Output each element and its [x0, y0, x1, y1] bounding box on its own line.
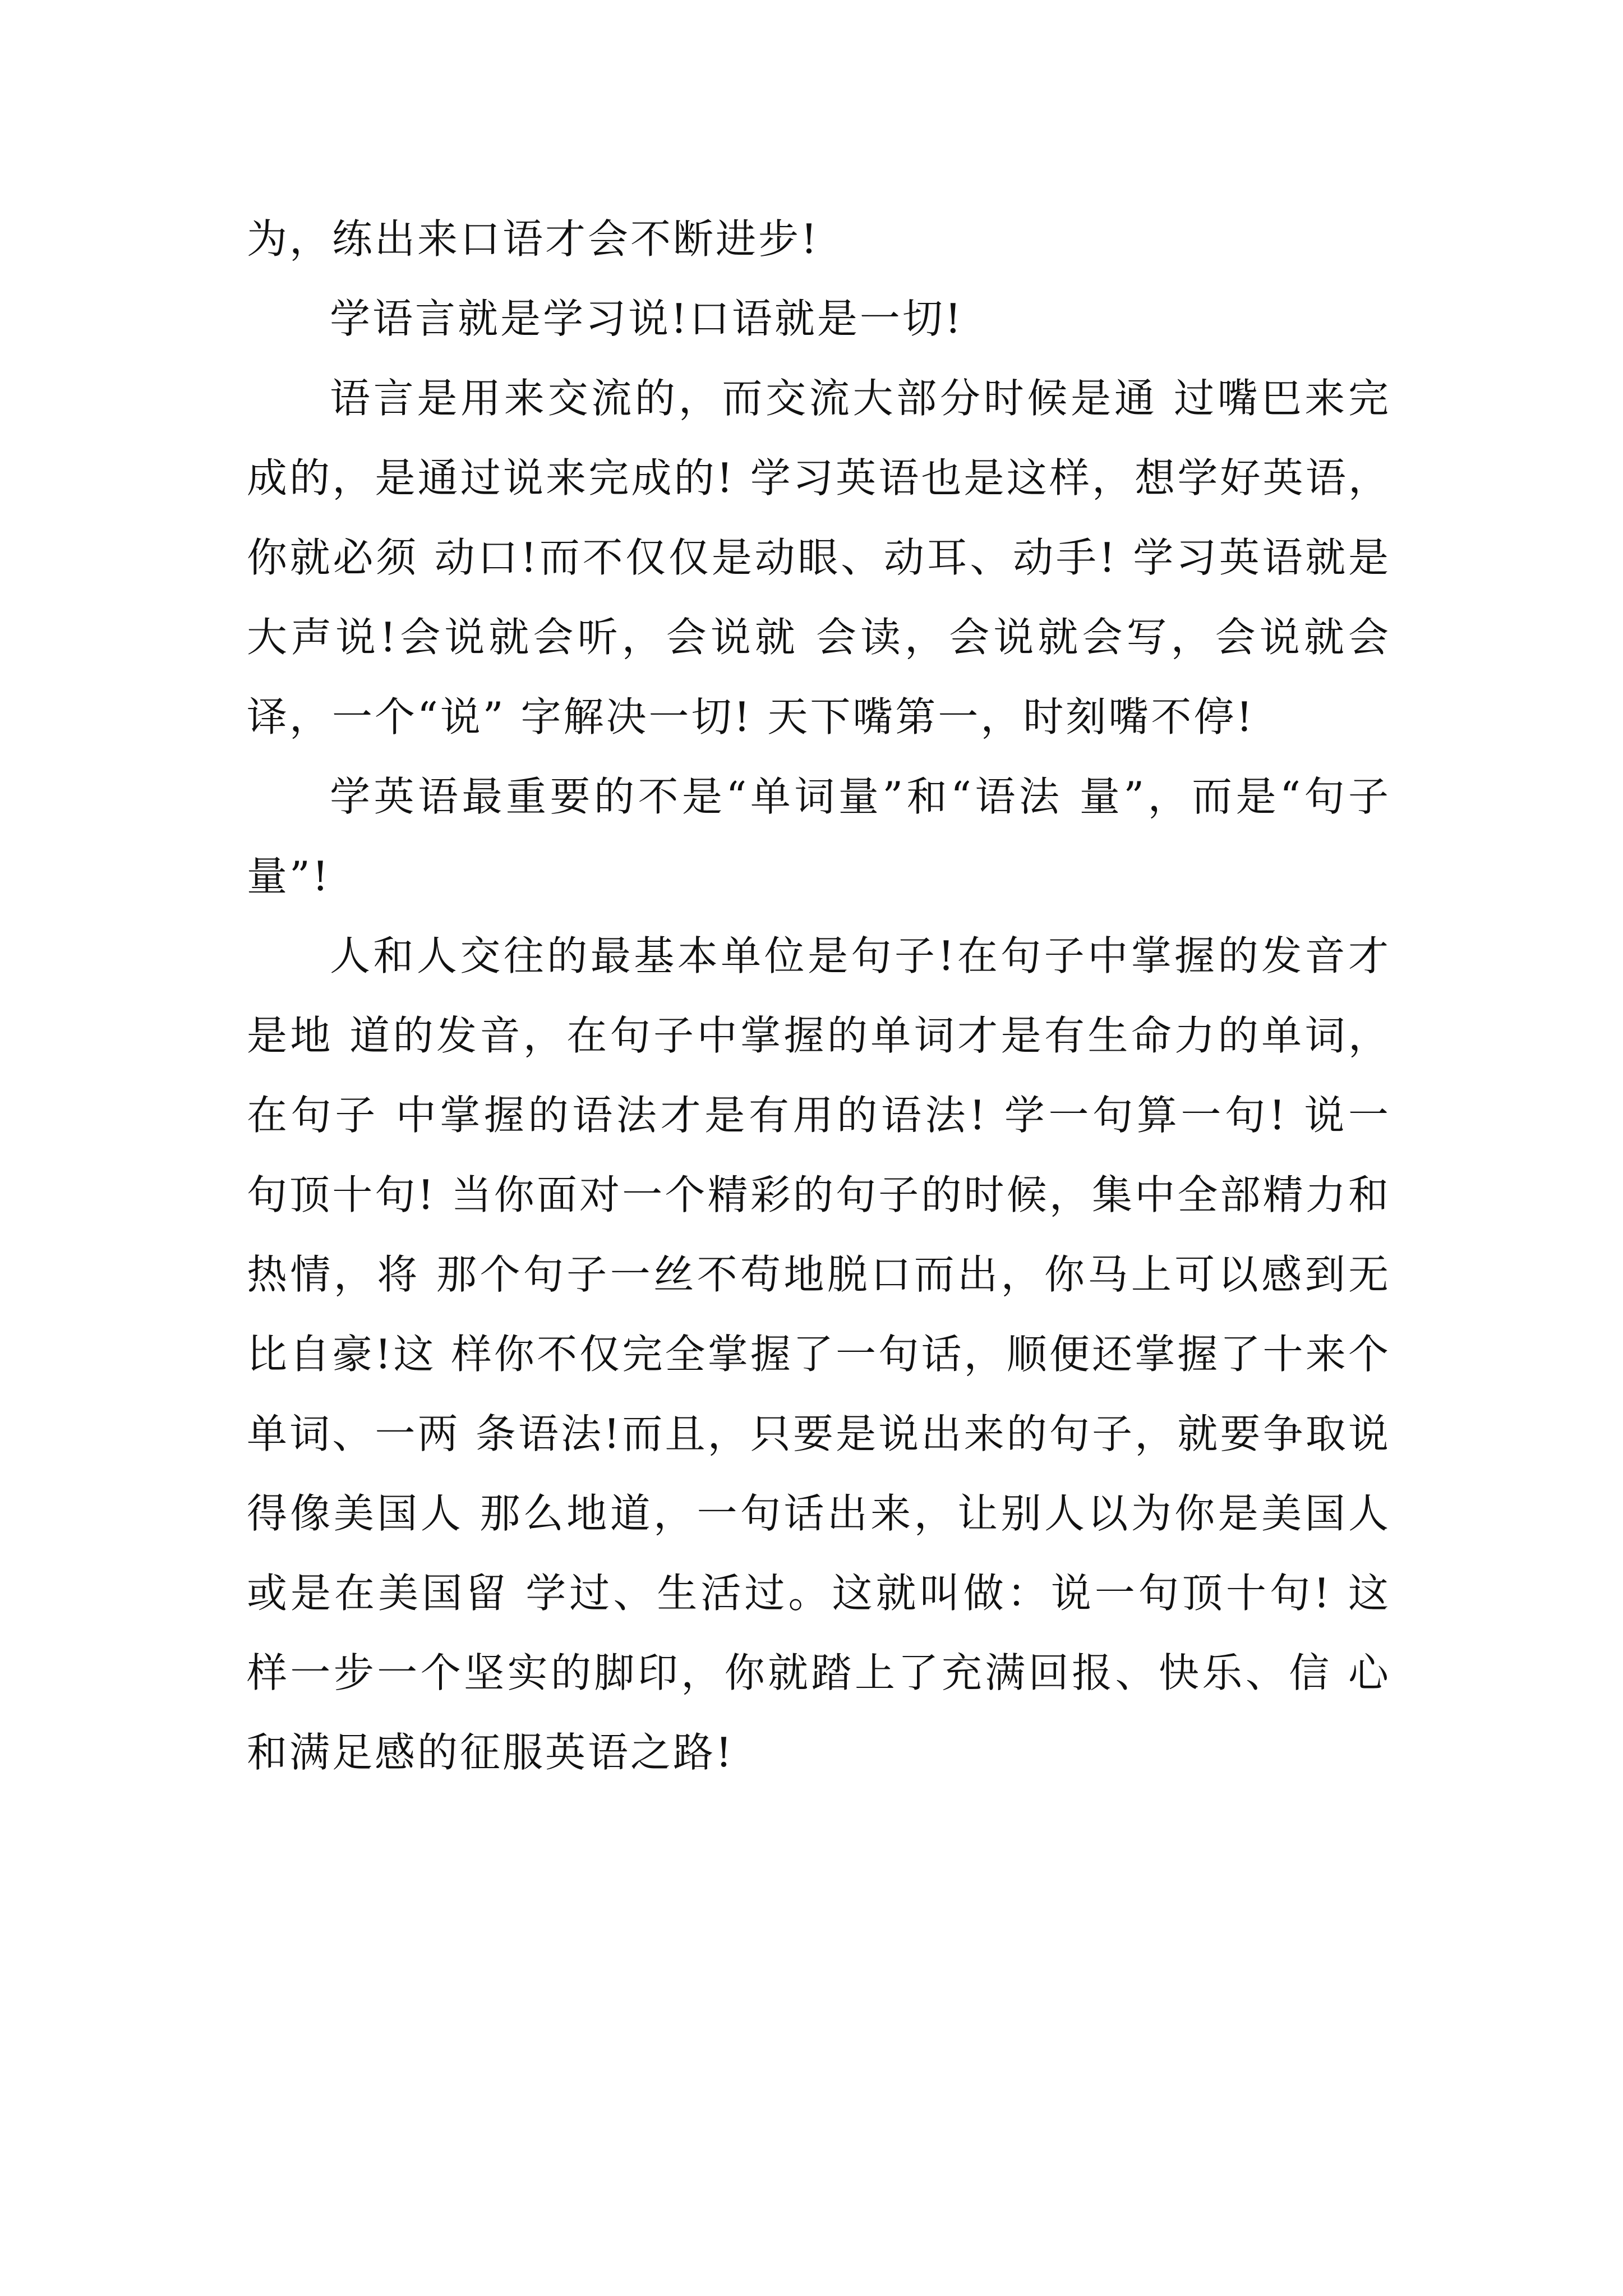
paragraph-sentence-quantity: 学英语最重要的不是“单词量”和“语法 量”，而是“句子量”! — [247, 773, 1391, 900]
paragraph-speaking-is-everything: 学语言就是学习说!口语就是一切! — [330, 295, 963, 342]
document-body — [247, 199, 1391, 1792]
paragraph-language-communication: 语言是用来交流的，而交流大部分时候是通 过嘴巴来完成的，是通过说来完成的! 学习英语也是这样，想学好英语，你就必须 动口!而不仅仅是动眼、动耳、动手! 学习英语就是大声说!会说就会听，会说就 会读，会说就会写，会说就会译，一个“说” 字解决一切! 天下嘴第一，时刻嘴不停! — [247, 375, 1391, 740]
paragraph-sentence-unit: 人和人交往的最基本单位是句子!在句子中掌握的发音才是地 道的发音，在句子中掌握的单词才是有生命力的单词，在句子 中掌握的语法才是有用的语法! 学一句算一句! 说一句顶十句! 当你面对一个精彩的句子的时候，集中全部精力和热情，将 那个句子一丝不苟地脱口而出，你马上可以感到无比自豪!这 样你不仅完全掌握了一句话，顺便还掌握了十来个单词、一两 条语法!而且，只要是说出来的句子，就要争取说得像美国人 那么地道，一句话出来，让别人以为你是美国人或是在美国留 学过、生活过。这就叫做：说一句顶十句! 这样一步一个坚实的脚印，你就踏上了充满回报、快乐、信 心和满足感的征服英语之路! — [247, 932, 1391, 1776]
paragraph-continuation: 为，练出来口语才会不断进步! — [247, 215, 819, 263]
